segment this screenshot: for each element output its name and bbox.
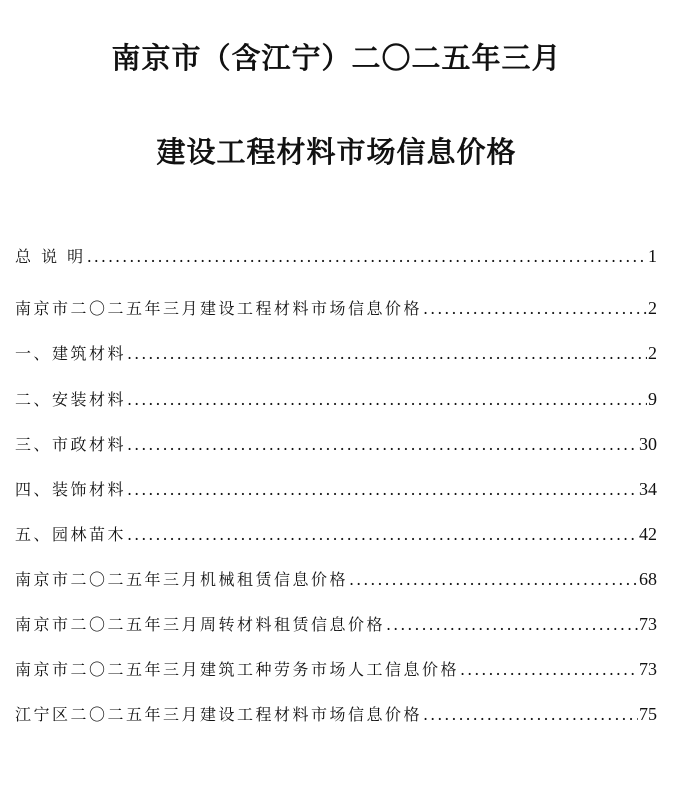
toc-entry-page: 1 xyxy=(648,246,657,266)
toc-entry[interactable] xyxy=(15,567,657,590)
toc-entry-page: 2 xyxy=(648,343,657,363)
toc-leader-dots xyxy=(127,480,638,499)
toc-leader-dots xyxy=(423,705,638,724)
toc-entry[interactable] xyxy=(15,432,657,455)
toc-entry-label: 南京市二〇二五年三月周转材料租赁信息价格 xyxy=(15,615,386,634)
toc-leader-dots xyxy=(349,570,638,589)
toc-entry[interactable] xyxy=(15,522,657,545)
toc-entry-page: 68 xyxy=(639,569,657,589)
toc-entry[interactable] xyxy=(15,477,657,500)
toc-entry-label: 五、园林苗木 xyxy=(15,525,127,544)
toc-entry-label: 南京市二〇二五年三月建筑工种劳务市场人工信息价格 xyxy=(15,660,460,679)
toc-entry-label: 总 说 明 xyxy=(15,247,86,266)
toc-leader-dots xyxy=(127,435,638,454)
toc-entry-label: 南京市二〇二五年三月机械租赁信息价格 xyxy=(15,570,349,589)
toc-entry[interactable] xyxy=(15,341,657,364)
toc-leader-dots xyxy=(423,299,647,318)
toc-entry-page: 2 xyxy=(648,298,657,318)
document-title-line-2: 建设工程材料市场信息价格 xyxy=(156,135,517,169)
toc-entry-page: 73 xyxy=(639,659,657,679)
toc-entry-page: 34 xyxy=(639,479,657,499)
toc-entry-page: 30 xyxy=(639,434,657,454)
toc-entry[interactable] xyxy=(15,244,657,267)
toc-leader-dots xyxy=(460,660,638,679)
toc-entry-label: 三、市政材料 xyxy=(15,435,127,454)
toc-entry-page: 9 xyxy=(648,389,657,409)
toc-entry-label: 二、安装材料 xyxy=(15,390,127,409)
document-title-line-1: 南京市（含江宁）二〇二五年三月 xyxy=(111,41,562,75)
toc-entry-label: 南京市二〇二五年三月建设工程材料市场信息价格 xyxy=(15,299,423,318)
toc-entry[interactable] xyxy=(15,657,657,680)
toc-leader-dots xyxy=(87,247,647,266)
toc-leader-dots xyxy=(127,525,638,544)
toc-entry[interactable] xyxy=(15,296,657,319)
toc-entry-page: 75 xyxy=(639,704,657,724)
toc-entry[interactable] xyxy=(15,612,657,635)
toc-leader-dots xyxy=(386,615,638,634)
toc-entry-page: 73 xyxy=(639,614,657,634)
toc-entry[interactable] xyxy=(15,387,657,410)
toc-entry-label: 江宁区二〇二五年三月建设工程材料市场信息价格 xyxy=(15,705,423,724)
toc-entry-page: 42 xyxy=(639,524,657,544)
toc-leader-dots xyxy=(127,344,647,363)
toc-entry-label: 四、装饰材料 xyxy=(15,480,127,499)
toc-leader-dots xyxy=(127,390,647,409)
toc-entry-label: 一、建筑材料 xyxy=(15,344,127,363)
toc-entry[interactable] xyxy=(15,702,657,725)
